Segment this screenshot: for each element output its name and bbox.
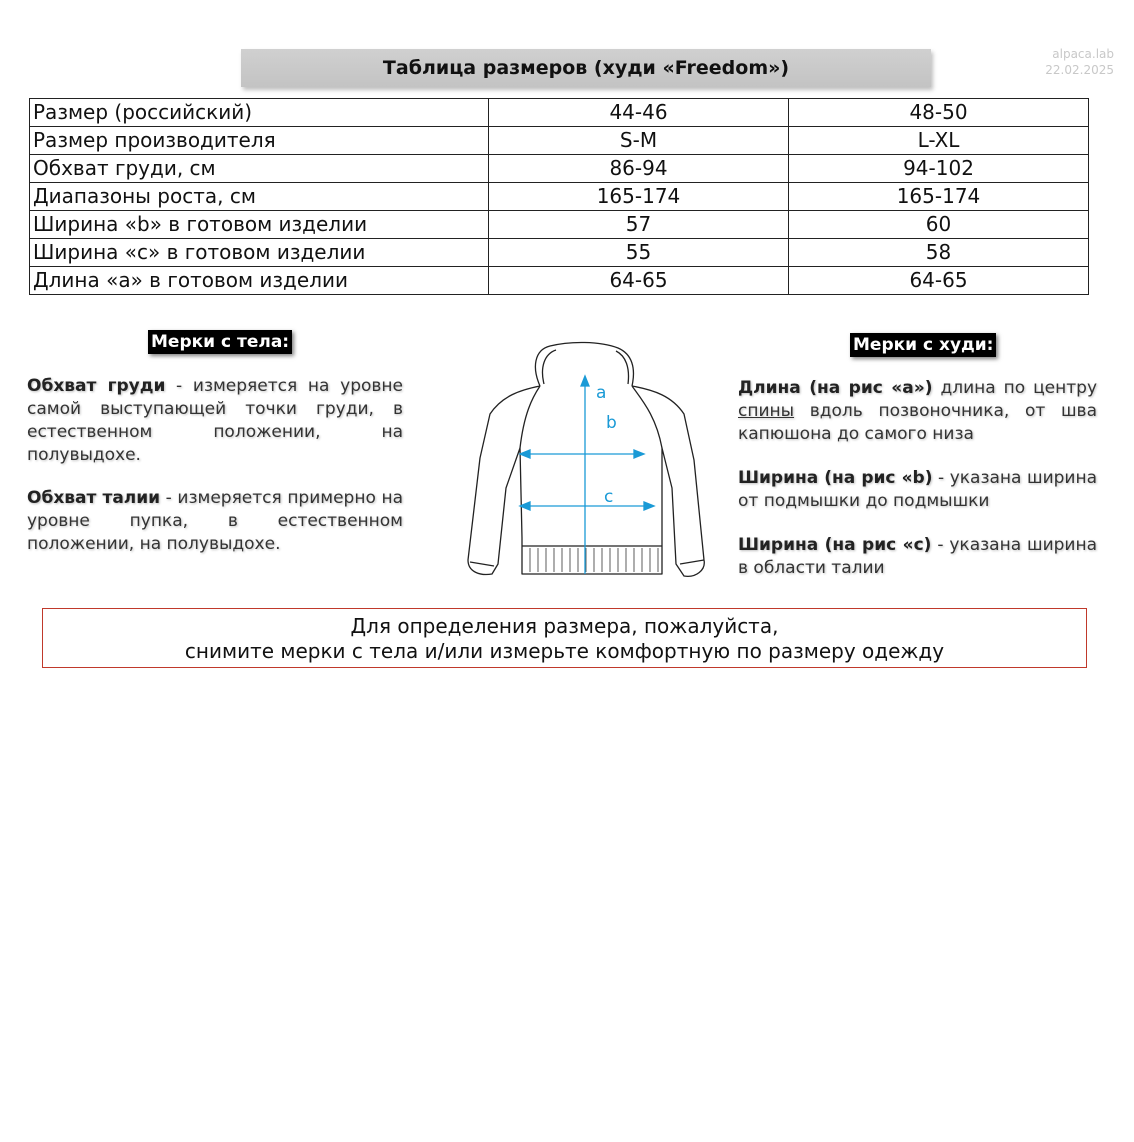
hoodie-hem-ribbing: [530, 548, 658, 572]
row-label: Ширина «c» в готовом изделии: [30, 239, 489, 267]
label-c: c: [604, 487, 614, 507]
table-row: [30, 267, 1089, 295]
cell-value: 165-174: [789, 183, 1089, 211]
row-label: Ширина «b» в готовом изделии: [30, 211, 489, 239]
waist-measure-description: [27, 487, 403, 556]
chest-measure-text: - измеряется на уровне самой выступающей точки груди, в естественном положении, на полувыдохе.: [27, 376, 403, 465]
width-b-description: [738, 467, 1097, 513]
page-title: [241, 49, 931, 87]
hoodie-diagram: [440, 338, 715, 600]
waist-measure-text: - измеряется примерно на уровне пупка, в естественном положении, на полувыдохе.: [27, 488, 403, 554]
label-a: a: [596, 383, 607, 403]
size-notice: [42, 608, 1087, 668]
size-table: [29, 98, 1089, 295]
length-a-term: Длина (на рис «a»): [738, 378, 933, 398]
cell-value: 86-94: [489, 155, 789, 183]
length-a-text: длина по центру: [932, 378, 1097, 398]
cell-value: L-XL: [789, 127, 1089, 155]
length-a-text-rest: вдоль позвоночника, от шва капюшона до самого низа: [738, 401, 1097, 444]
row-label: Диапазоны роста, см: [30, 183, 489, 211]
notice-line-2: снимите мерки с тела и/или измерьте комфортную по размеру одежду: [184, 639, 945, 663]
table-row: [30, 155, 1089, 183]
row-label: Размер производителя: [30, 127, 489, 155]
length-a-underlined: спины: [738, 401, 795, 421]
chest-measure-description: [27, 375, 403, 467]
hoodie-body-outline: [468, 386, 704, 576]
cell-value: 64-65: [789, 267, 1089, 295]
row-label: Длина «a» в готовом изделии: [30, 267, 489, 295]
width-b-text: - указана ширина от подмышки до подмышки: [738, 468, 1097, 511]
width-b-term: Ширина (на рис «b): [738, 468, 933, 488]
cell-value: 48-50: [789, 99, 1089, 127]
cell-value: 58: [789, 239, 1089, 267]
length-a-description: [738, 377, 1097, 446]
table-row: [30, 183, 1089, 211]
table-row: [30, 127, 1089, 155]
cell-value: 44-46: [489, 99, 789, 127]
notice-line-1: Для определения размера, пожалуйста,: [350, 614, 779, 638]
hoodie-measures-heading: Мерки с худи:: [850, 333, 996, 357]
cell-value: 94-102: [789, 155, 1089, 183]
width-c-term: Ширина (на рис «c): [738, 535, 932, 555]
cell-value: 55: [489, 239, 789, 267]
row-label: Размер (российский): [30, 99, 489, 127]
width-c-text: - указана ширина в области талии: [738, 535, 1097, 578]
watermark-date: 22.02.2025: [1045, 63, 1114, 77]
table-row: [30, 239, 1089, 267]
cell-value: 165-174: [489, 183, 789, 211]
width-c-description: [738, 534, 1097, 580]
chest-measure-term: Обхват груди: [27, 376, 166, 396]
waist-measure-term: Обхват талии: [27, 488, 161, 508]
label-b: b: [606, 413, 617, 433]
body-measures-heading: Мерки с тела:: [148, 330, 292, 354]
cell-value: 64-65: [489, 267, 789, 295]
cell-value: 57: [489, 211, 789, 239]
watermark-brand: alpaca.lab: [1052, 47, 1114, 61]
cell-value: S-M: [489, 127, 789, 155]
watermark: [1045, 46, 1114, 78]
cell-value: 60: [789, 211, 1089, 239]
page-title-text: Таблица размеров (худи «Freedom»): [382, 57, 790, 79]
table-row: [30, 211, 1089, 239]
table-row: [30, 99, 1089, 127]
row-label: Обхват груди, см: [30, 155, 489, 183]
